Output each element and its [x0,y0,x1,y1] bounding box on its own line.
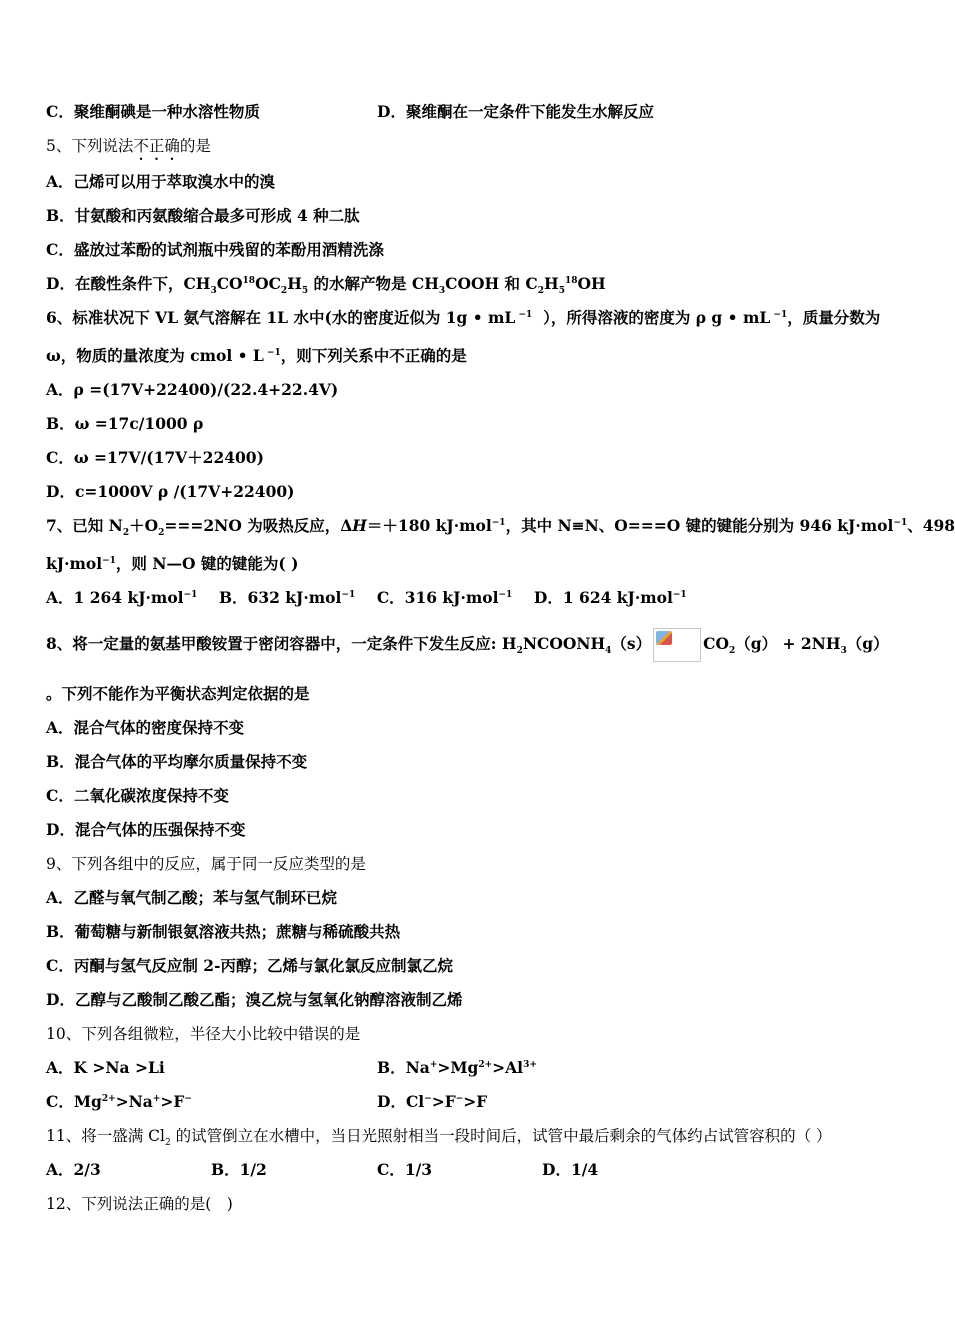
q5-option-b: B．甘氨酸和丙氨酸缩合最多可形成 4 种二肽 [46,206,360,225]
q10-option-a: A．K >Na >Li [46,1058,165,1077]
option-text: D．聚维酮在一定条件下能发生水解反应 [377,102,654,121]
q7-options: A．1 264 kJ·mol$^{-1}$ B．632 kJ·mol$^{-1}$ C．316 kJ·mol$^{-1}$ D．1 624 kJ·mol$^{-1}$ [46,588,687,607]
option-text: C．聚维酮碘是一种水溶性物质 [46,102,260,121]
q8-option-b: B．混合气体的平均摩尔质量保持不变 [46,752,308,771]
question-5: 5、下列说法不正确的是 [46,137,211,155]
q6-option-d: D．c=1000V ρ /(17V+22400) [46,482,295,501]
q6-option-a: A．ρ =(17V+22400)/(22.4+22.4V) [46,380,339,399]
q9-option-a: A．乙醛与氧气制乙酸；苯与氢气制环已烷 [46,888,338,907]
q10-option-c: C．$Mg^{2+}>Na^+>F^-$ [46,1092,192,1111]
question-7-line2: kJ·mol$^{-1}$，则 N—O 键的键能为( ) [46,554,299,573]
q11-option-c: C．1/3 [377,1160,433,1179]
q5-option-d: D．在酸性条件下，$CH_3CO^{18}OC_2H_5$ 的水解产物是 $CH_3COOH$ 和 $C_2H_5^{18}OH$ [46,274,606,297]
question-8-line1: 8、将一定量的氨基甲酸铵置于密闭容器中，一定条件下发生反应: $H_2NCOONH_4(s)$ $CO_2(g) + 2NH_3(g)$ [46,627,889,662]
q9-option-d: D．乙醇与乙酸制乙酸乙酯；溴乙烷与氢氧化钠醇溶液制乙烯 [46,990,463,1009]
question-12: 12、下列说法正确的是( ) [46,1195,233,1213]
emphasis-text: 不正确 [133,137,180,155]
equilibrium-arrow-image-icon [653,628,701,662]
q5-option-a: A．己烯可以用于萃取溴水中的溴 [46,172,276,191]
q8-option-c: C．二氧化碳浓度保持不变 [46,786,229,805]
q9-option-b: B．葡萄糖与新制银氨溶液共热；蔗糖与稀硫酸共热 [46,922,401,941]
q8-option-d: D．混合气体的压强保持不变 [46,820,246,839]
question-11: 11、将一盛满 $Cl_2$ 的试管倒立在水槽中，当日光照射相当一段时间后，试管中最后剩余的气体约占试管容积的（ ） [46,1127,832,1149]
q10-option-b: B．$Na^+>Mg^{2+}>Al^{3+}$ [377,1058,537,1077]
q6-option-c: C．ω =17V/(17V＋22400) [46,448,264,467]
question-6-line1: 6、标准状况下 VL 氨气溶解在 1L 水中(水的密度近似为 1g • mL $^{-1}$ ），所得溶液的密度为 ρ g • mL $^{-1}$，质量分数为 [46,308,881,327]
question-9: 9、下列各组中的反应，属于同一反应类型的是 [46,855,366,873]
q11-option-b: B．1/2 [211,1160,267,1179]
option-d-line [377,102,654,122]
question-7-line1: 7、已知 $N_2+O_2===2NO$ 为吸热反应，ΔH＝＋180 kJ·mol$^{-1}$，其中 N≡N、O===O 键的键能分别为 946 kJ·mol$^{-1}$、498 [46,516,955,539]
question-10: 10、下列各组微粒，半径大小比较中错误的是 [46,1025,361,1043]
question-6-line2: ω，物质的量浓度为 cmol • L $^{-1}$，则下列关系中不正确的是 [46,346,467,365]
option-c-line [46,102,260,122]
question-8-line2: 。下列不能作为平衡状态判定依据的是 [46,684,310,703]
q9-option-c: C．丙酮与氢气反应制 2-丙醇；乙烯与氯化氯反应制氯乙烷 [46,956,453,975]
q5-option-c: C．盛放过苯酚的试剂瓶中残留的苯酚用酒精洗涤 [46,240,384,259]
q10-option-d: D．Cl−>F−>F [377,1092,488,1111]
q6-option-b: B．ω =17c/1000 ρ [46,414,204,433]
q11-option-d: D．1/4 [542,1160,599,1179]
q11-option-a: A．2/3 [46,1160,101,1179]
q8-option-a: A．混合气体的密度保持不变 [46,718,245,737]
